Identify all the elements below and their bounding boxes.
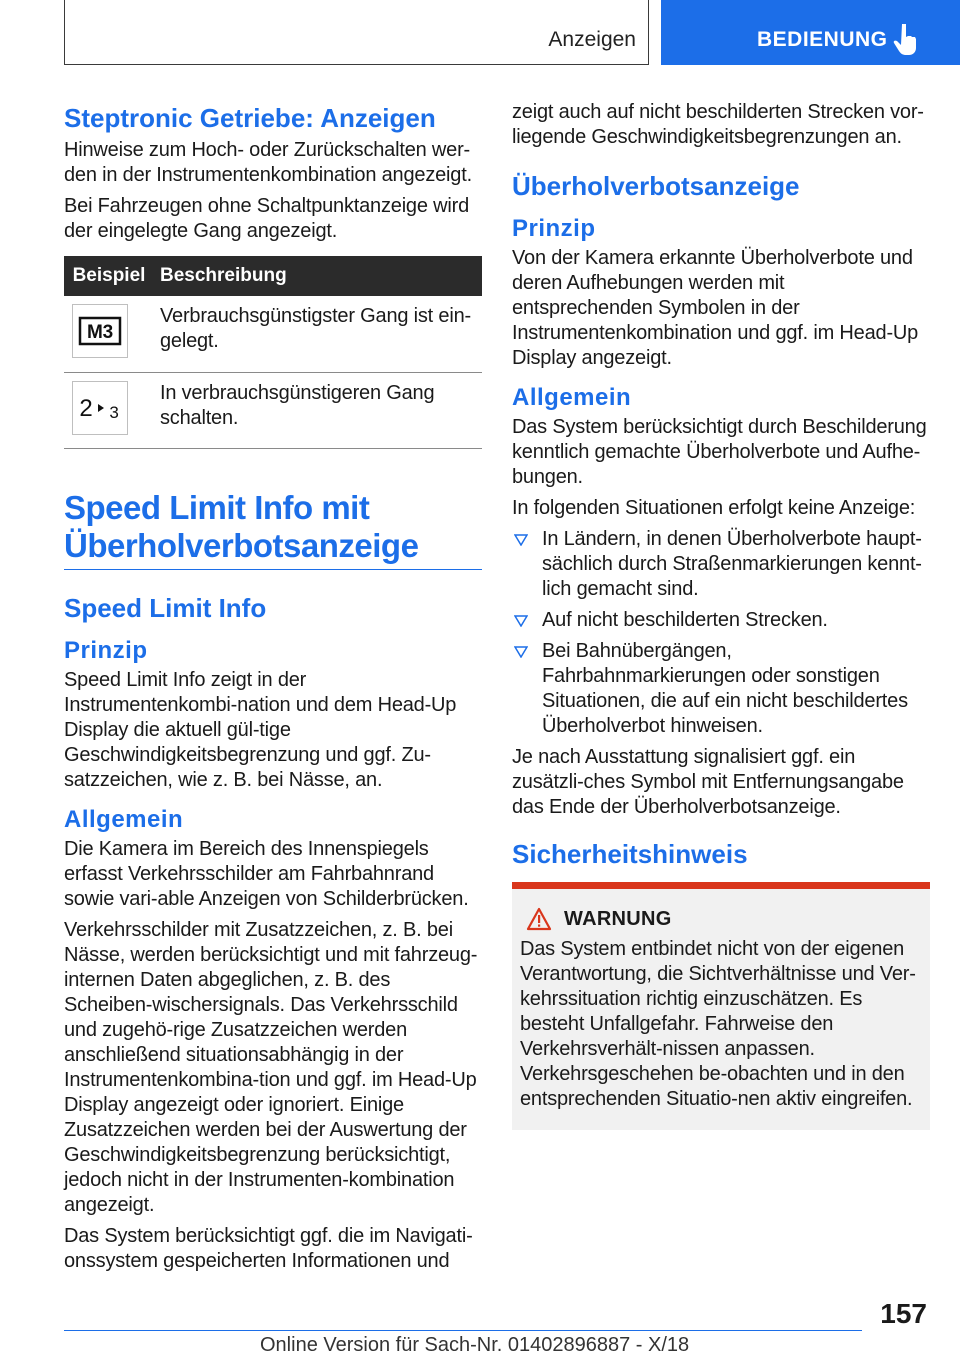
list-item-text: Bei Bahnübergängen, Fahrbahnmarkierungen oder sonstigen Situationen, die auf ein nicht beschildertes Überholverbot hinweisen.: [542, 640, 908, 737]
speed-limit-heading-line2: Überholverbotsanzeige: [64, 526, 419, 564]
sli-allgemein-paragraph-1: Die Kamera im Bereich des Innenspiegels erfasst Verkehrsschilder am Fahrbahnrand sowie vari-able Anzeigen von Schilderbrücken.: [64, 837, 469, 910]
ueberhol-allgemein-paragraph-2: In folgenden Situationen erfolgt keine Anzeige:: [512, 497, 916, 519]
header-chapter-label: BEDIENUNG: [757, 28, 888, 51]
ueberhol-allgemein-paragraph-1: Das System berücksichtigt durch Beschilderung kenntlich gemachte Überholverbote und Aufhe-bungen.: [512, 416, 927, 488]
sli-allgemein-heading: Allgemein: [64, 805, 184, 833]
ueberhol-prinzip-text: Von der Kamera erkannte Überholverbote und deren Aufhebungen werden mit entsprechenden Symbolen in der Instrumentenkombination und ggf. im Head-Up Display angezeigt.: [512, 247, 919, 369]
steptronic-paragraph-1: Hinweise zum Hoch- oder Zurückschalten wer-den in der Instrumentenkombination angezeigt.: [64, 139, 472, 186]
speed-limit-heading-line1: Speed Limit Info mit: [64, 488, 370, 526]
speed-limit-heading-block: [64, 489, 482, 570]
warning-title: WARNUNG: [564, 907, 672, 930]
ueberhol-heading: Überholverbotsanzeige: [512, 171, 800, 201]
sicherheit-heading: Sicherheitshinweis: [512, 839, 748, 869]
bullet-triangle-icon: [514, 615, 528, 627]
left-column: [64, 100, 482, 1280]
shift-2-to-3-icon: [72, 381, 128, 435]
bullet-triangle-icon: [514, 646, 528, 658]
footer-divider: [64, 1330, 862, 1331]
table-cell-icon: [64, 372, 154, 448]
list-item: [512, 527, 930, 602]
steptronic-heading: Steptronic Getriebe: Anzeigen: [64, 103, 436, 133]
footer-online-version: Online Version für Sach-Nr. 01402896887 - X/18: [260, 1334, 690, 1356]
table-row: [64, 372, 482, 448]
steptronic-paragraph-2: Bei Fahrzeugen ohne Schaltpunktanzeige wird der eingelegte Gang angezeigt.: [64, 195, 470, 242]
ueberhol-prinzip-heading: Prinzip: [512, 215, 596, 242]
list-item: [512, 608, 930, 633]
svg-text:3: 3: [109, 402, 119, 422]
right-column: [512, 100, 930, 1130]
continuation-paragraph: zeigt auch auf nicht beschilderten Strecken vor-liegende Geschwindigkeitsbegrenzungen an.: [512, 101, 924, 148]
sli-prinzip-heading: Prinzip: [64, 636, 148, 664]
sli-prinzip-text: Speed Limit Info zeigt in der Instrumentenkombi-nation und dem Head-Up Display die aktuell gül-tige Geschwindigkeitsbegrenzung und ggf. Zu-satzzeichen, wie z. B. bei Nässe, an.: [64, 668, 457, 791]
list-item-text: Auf nicht beschilderten Strecken.: [542, 609, 828, 631]
svg-text:2: 2: [79, 394, 93, 422]
list-item: [512, 639, 930, 739]
table-cell-icon: [64, 296, 154, 372]
svg-text:M3: M3: [87, 322, 113, 343]
table-header-beispiel: Beispiel: [64, 256, 154, 296]
table-header-row: [64, 256, 482, 296]
table-cell-desc: Verbrauchsgünstigster Gang ist ein-gelegt.: [154, 296, 482, 372]
warning-triangle-icon: [526, 907, 552, 931]
ueberhol-allgemein-heading: Allgemein: [512, 384, 632, 411]
sli-allgemein-paragraph-2: Verkehrsschilder mit Zusatzzeichen, z. B. bei Nässe, werden berücksichtigt und mit fahrzeug-internen Daten abgeglichen, z. B. des Scheiben-wischersignals. Das Verkehrsschild und zugehö-rige Zusatzzeichen werden anschließend situationsabhängig in der Instrumentenkombina-tion und ggf. im Head-Up Display angezeigt oder ignoriert. Einige Zusatzzeichen werden bei der Auswertung der Geschwindigkeitsbegrenzung berücksichtigt, jedoch nicht in der Instrumenten-kombination angezeigt.: [64, 918, 478, 1216]
table-row: [64, 296, 482, 372]
warning-box: [512, 882, 930, 1130]
sli-subheading: Speed Limit Info: [64, 592, 267, 623]
no-display-situations-list: [512, 527, 930, 739]
ueberhol-allgemein-paragraph-3: Je nach Ausstattung signalisiert ggf. ein zusätzli-ches Symbol mit Entfernungsangabe das Ende der Überholverbotsanzeige.: [512, 746, 904, 818]
header-chapter-tab[interactable]: [661, 0, 960, 65]
table-cell-desc: In verbrauchsgünstigeren Gang schalten.: [154, 372, 482, 448]
header-section-title: Anzeigen: [548, 28, 636, 51]
bullet-triangle-icon: [514, 534, 528, 546]
gear-display-table: [64, 256, 482, 449]
header-section-box: [64, 0, 649, 65]
page-number: 157: [880, 1298, 927, 1329]
pointing-hand-icon: [893, 22, 921, 56]
table-header-beschreibung: Beschreibung: [154, 256, 482, 296]
warning-header: [520, 907, 922, 931]
list-item-text: In Ländern, in denen Überholverbote haupt-sächlich durch Straßenmarkierungen kennt-lich gemacht sind.: [542, 528, 922, 600]
gear-m3-icon: [72, 304, 128, 358]
sli-allgemein-paragraph-3: Das System berücksichtigt ggf. die im Navigati-onssystem gespeicherten Informationen und: [64, 1224, 473, 1272]
warning-text: Das System entbindet nicht von der eigenen Verantwortung, die Sichtverhältnisse und Ver-kehrssituation richtig einzuschätzen. Es besteht Unfallgefahr. Fahrweise den Verkehrsverhält-nissen anpassen. Verkehrsgeschehen be-obachten und in den entsprechenden Situatio-nen aktiv eingreifen.: [520, 938, 916, 1110]
